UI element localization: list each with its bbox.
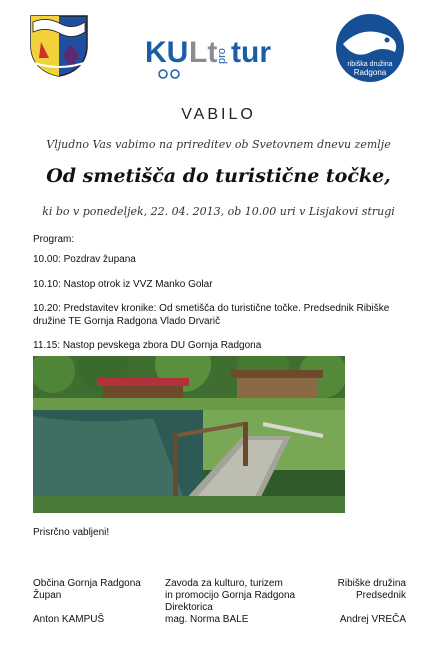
signature-municipality [33, 578, 141, 626]
event-title: Od smetišča do turistične točke, [46, 165, 391, 187]
logo-text-pro: pro [216, 48, 228, 64]
logo-text-ribiska: ribiška družina [347, 61, 393, 68]
signature-name: mag. Norma BALE [165, 614, 249, 625]
logo-text-tur: tur [231, 36, 271, 69]
fishing-club-logo [333, 10, 407, 92]
signature-line: Občina Gornja Radgona [33, 578, 141, 589]
signature-line: Predsednik [355, 590, 406, 601]
program-item: 10.00: Pozdrav župana [33, 254, 136, 265]
signature-line: in promocijo Gornja Radgona [165, 590, 296, 601]
kultprotur-logo [145, 30, 283, 80]
signature-line: Župan [33, 590, 62, 601]
signature-name: Anton KAMPUŠ [33, 614, 105, 625]
signature-culture-institute [165, 578, 295, 626]
signature-line: Ribiške družina [337, 578, 406, 589]
document-title: VABILO [181, 106, 256, 123]
closing-greeting: Prisrčno vabljeni! [33, 527, 110, 538]
date-location-line: ki bo v ponedeljek, 22. 04. 2013, ob 10.00 uri v Lisjakovi strugi [42, 205, 395, 218]
program-item: 10.10: Nastop otrok iz VVZ Manko Golar [33, 279, 213, 290]
pond-photo [33, 356, 345, 513]
program-label: Program: [33, 234, 75, 245]
signature-name: Andrej VREČA [339, 614, 406, 625]
program-item: 10.20: Predstavitev kronike: Od smetišča do turistične točke. Predsednik Ribiške družine TE Gornja Radgona Vlado Drvarič [33, 303, 390, 327]
logo-text-ku: KU [145, 36, 189, 69]
signature-line: Direktorica [165, 602, 213, 613]
logo-text-radgona: Radgona [353, 68, 387, 77]
program-item: 11.15: Nastop pevskega zbora DU Gornja Radgona [33, 340, 262, 351]
municipality-coat-of-arms [27, 12, 91, 78]
signature-fishing-club [336, 578, 406, 626]
invitation-line: Vljudno Vas vabimo na prireditev ob Svetovnem dnevu zemlje [46, 138, 391, 151]
signature-line: Zavoda za kulturo, turizem [165, 578, 283, 589]
logo-text-lt: Lt [189, 36, 218, 69]
